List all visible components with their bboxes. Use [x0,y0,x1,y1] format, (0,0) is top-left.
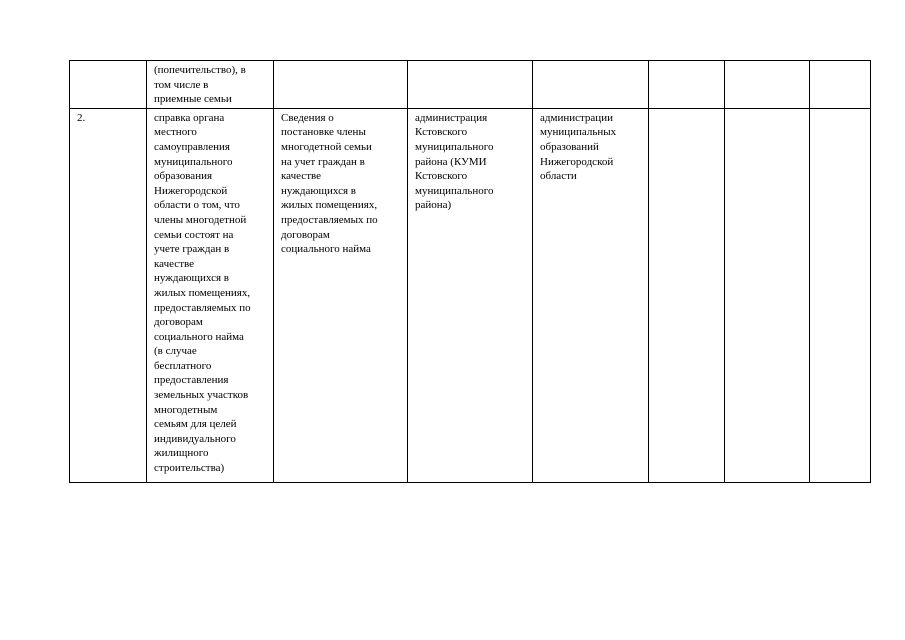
cell-sender [408,61,533,109]
cell-column-6 [649,108,725,482]
cell-column-6 [649,61,725,109]
cell-column-8 [810,61,871,109]
table-row [70,108,871,482]
cell-column-7 [725,61,810,109]
cell-sender: администрация Кстовского муниципального района (КУМИ Кстовского муниципального района) [408,108,533,482]
cell-recipient [533,61,649,109]
table-row [70,61,871,109]
cell-column-8 [810,108,871,482]
cell-requested-info: Сведения о постановке члены многодетной семьи на учет граждан в качестве нуждающихся в жилых помещениях, предоставляемых по договорам социального найма [274,108,408,482]
cell-requested-info [274,61,408,109]
cell-document-name: (попечительство), в том числе в приемные семьи [147,61,274,109]
cell-column-7 [725,108,810,482]
cell-recipient: администрации муниципальных образований Нижегородской области [533,108,649,482]
document-table [69,60,871,483]
cell-document-name: справка органа местного самоуправления муниципального образования Нижегородской области о том, что члены многодетной семьи состоят на учете граждан в качестве нуждающихся в жилых помещениях, предоставляемых по договорам социального найма (в случае бесплатного предоставления земельных участков многодетным семьям для целей индивидуального жилищного строительства) [147,108,274,482]
cell-number: 2. [70,108,147,482]
cell-number [70,61,147,109]
